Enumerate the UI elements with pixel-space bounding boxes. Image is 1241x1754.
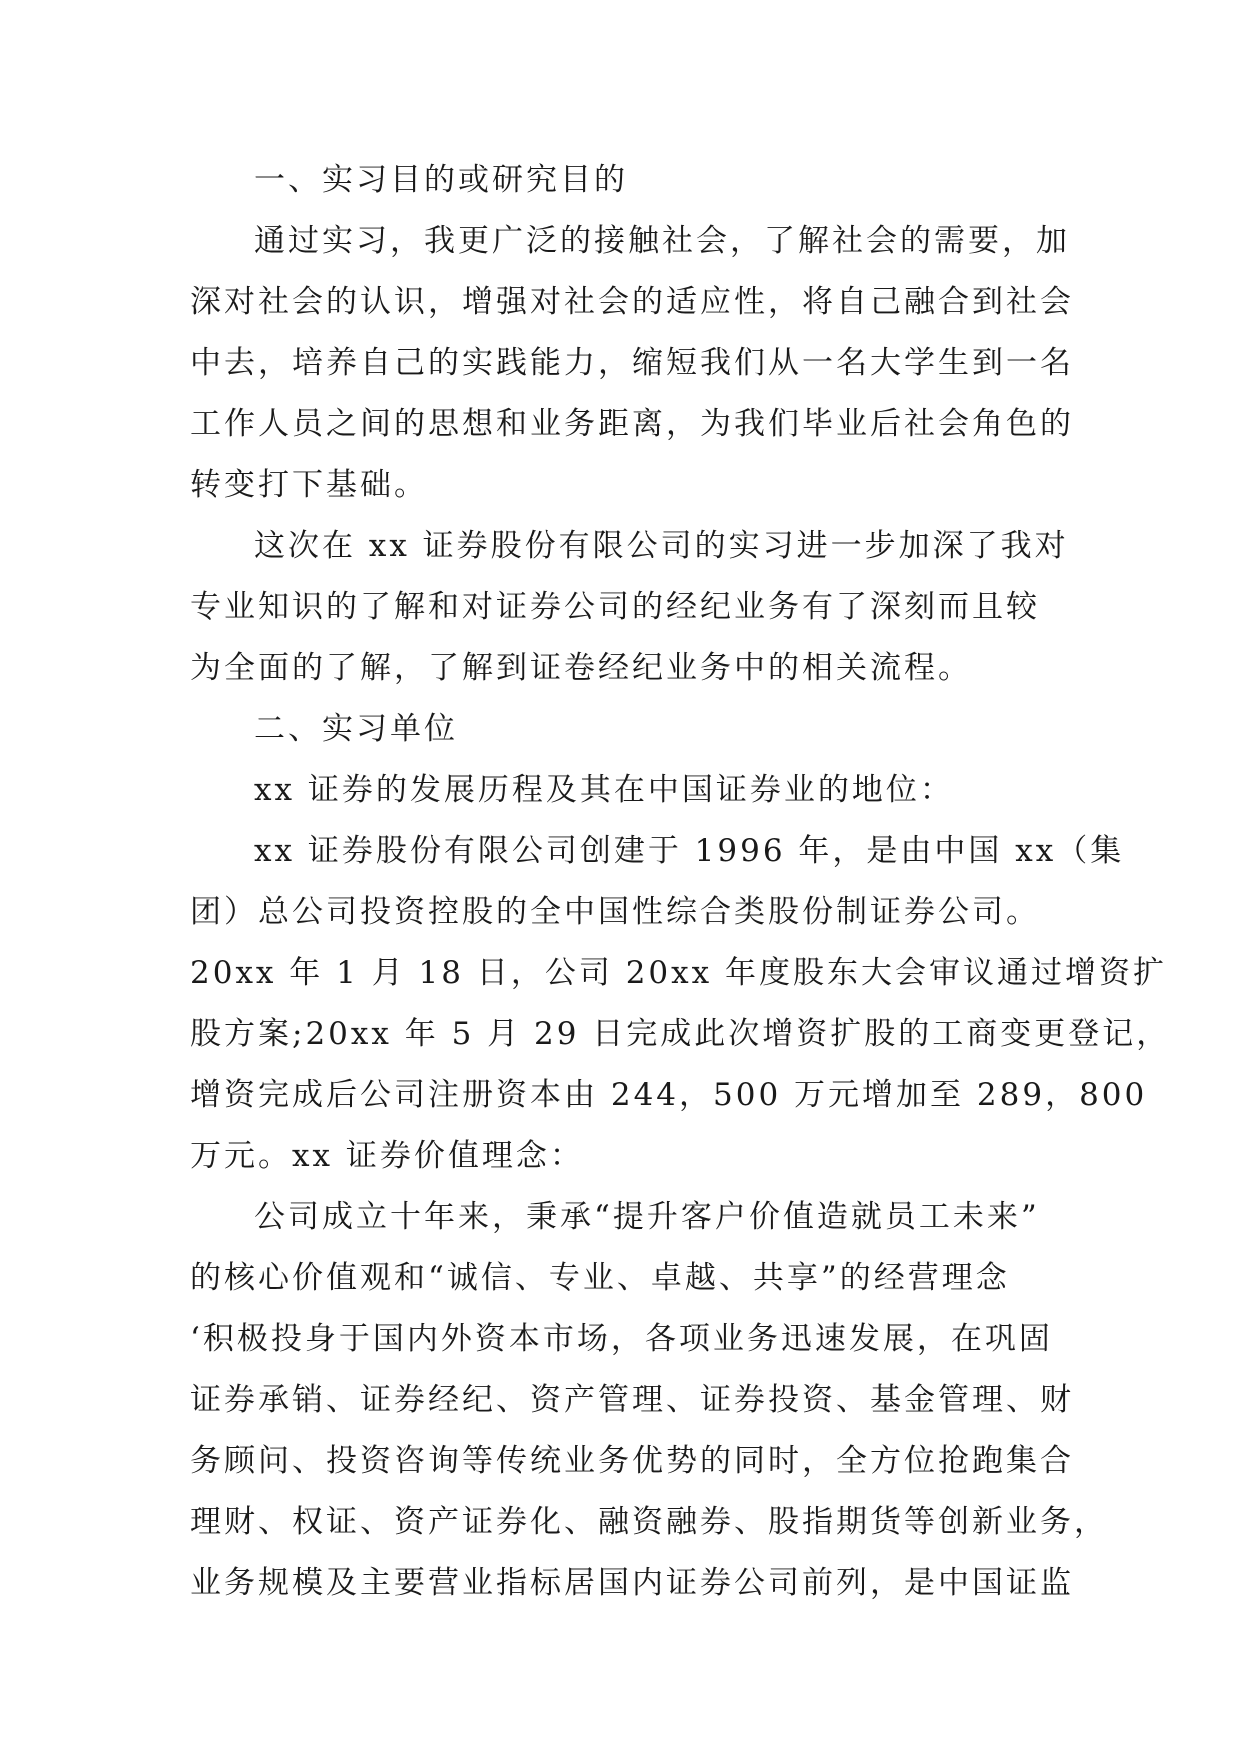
paragraph-line: 工作人员之间的思想和业务距离，为我们毕业后社会角色的 [190,406,1074,442]
paragraph-line: 专业知识的了解和对证券公司的经纪业务有了深刻而且较 [190,589,1040,625]
paragraph-line: xx 证券的发展历程及其在中国证券业的地位： [254,772,954,808]
paragraph-line: 的核心价值观和“诚信、专业、卓越、共享”的经营理念 [190,1260,1010,1296]
paragraph-line: 为全面的了解，了解到证卷经纪业务中的相关流程。 [190,650,972,686]
paragraph-line: 股方案;20xx 年 5 月 29 日完成此次增资扩股的工商变更登记， [190,1016,1171,1052]
paragraph-line: 转变打下基础。 [190,467,428,503]
paragraph-line: 公司成立十年来，秉承“提升客户价值造就员工未来” [254,1199,1040,1235]
paragraph-line: 增资完成后公司注册资本由 244，500 万元增加至 289，800 [190,1077,1148,1113]
paragraph-line: 团）总公司投资控股的全中国性综合类股份制证券公司。 [190,894,1040,930]
paragraph-line: 理财、权证、资产证券化、融资融券、股指期货等创新业务， [190,1504,1108,1540]
paragraph-line: 这次在 xx 证券股份有限公司的实习进一步加深了我对 [254,528,1069,564]
paragraph-line: 务顾问、投资咨询等传统业务优势的同时，全方位抢跑集合 [190,1443,1074,1479]
paragraph-line: 万元。xx 证券价值理念： [190,1138,584,1174]
paragraph-line: 中去，培养自己的实践能力，缩短我们从一名大学生到一名 [190,345,1074,381]
paragraph-line: 证券承销、证券经纪、资产管理、证券投资、基金管理、财 [190,1382,1074,1418]
paragraph-line: xx 证券股份有限公司创建于 1996 年，是由中国 xx（集 [254,833,1125,869]
section-heading-purpose: 一、实习目的或研究目的 [254,162,628,198]
paragraph-line: 20xx 年 1 月 18 日，公司 20xx 年度股东大会审议通过增资扩 [190,955,1167,991]
document-body [190,150,1171,1614]
paragraph-line: 深对社会的认识，增强对社会的适应性，将自己融合到社会 [190,284,1074,320]
paragraph-line: ‘积极投身于国内外资本市场，各项业务迅速发展，在巩固 [190,1321,1053,1357]
section-heading-unit: 二、实习单位 [254,711,458,747]
paragraph-line: 通过实习，我更广泛的接触社会，了解社会的需要，加 [254,223,1070,259]
paragraph-line: 业务规模及主要营业指标居国内证券公司前列，是中国证监 [190,1565,1074,1601]
